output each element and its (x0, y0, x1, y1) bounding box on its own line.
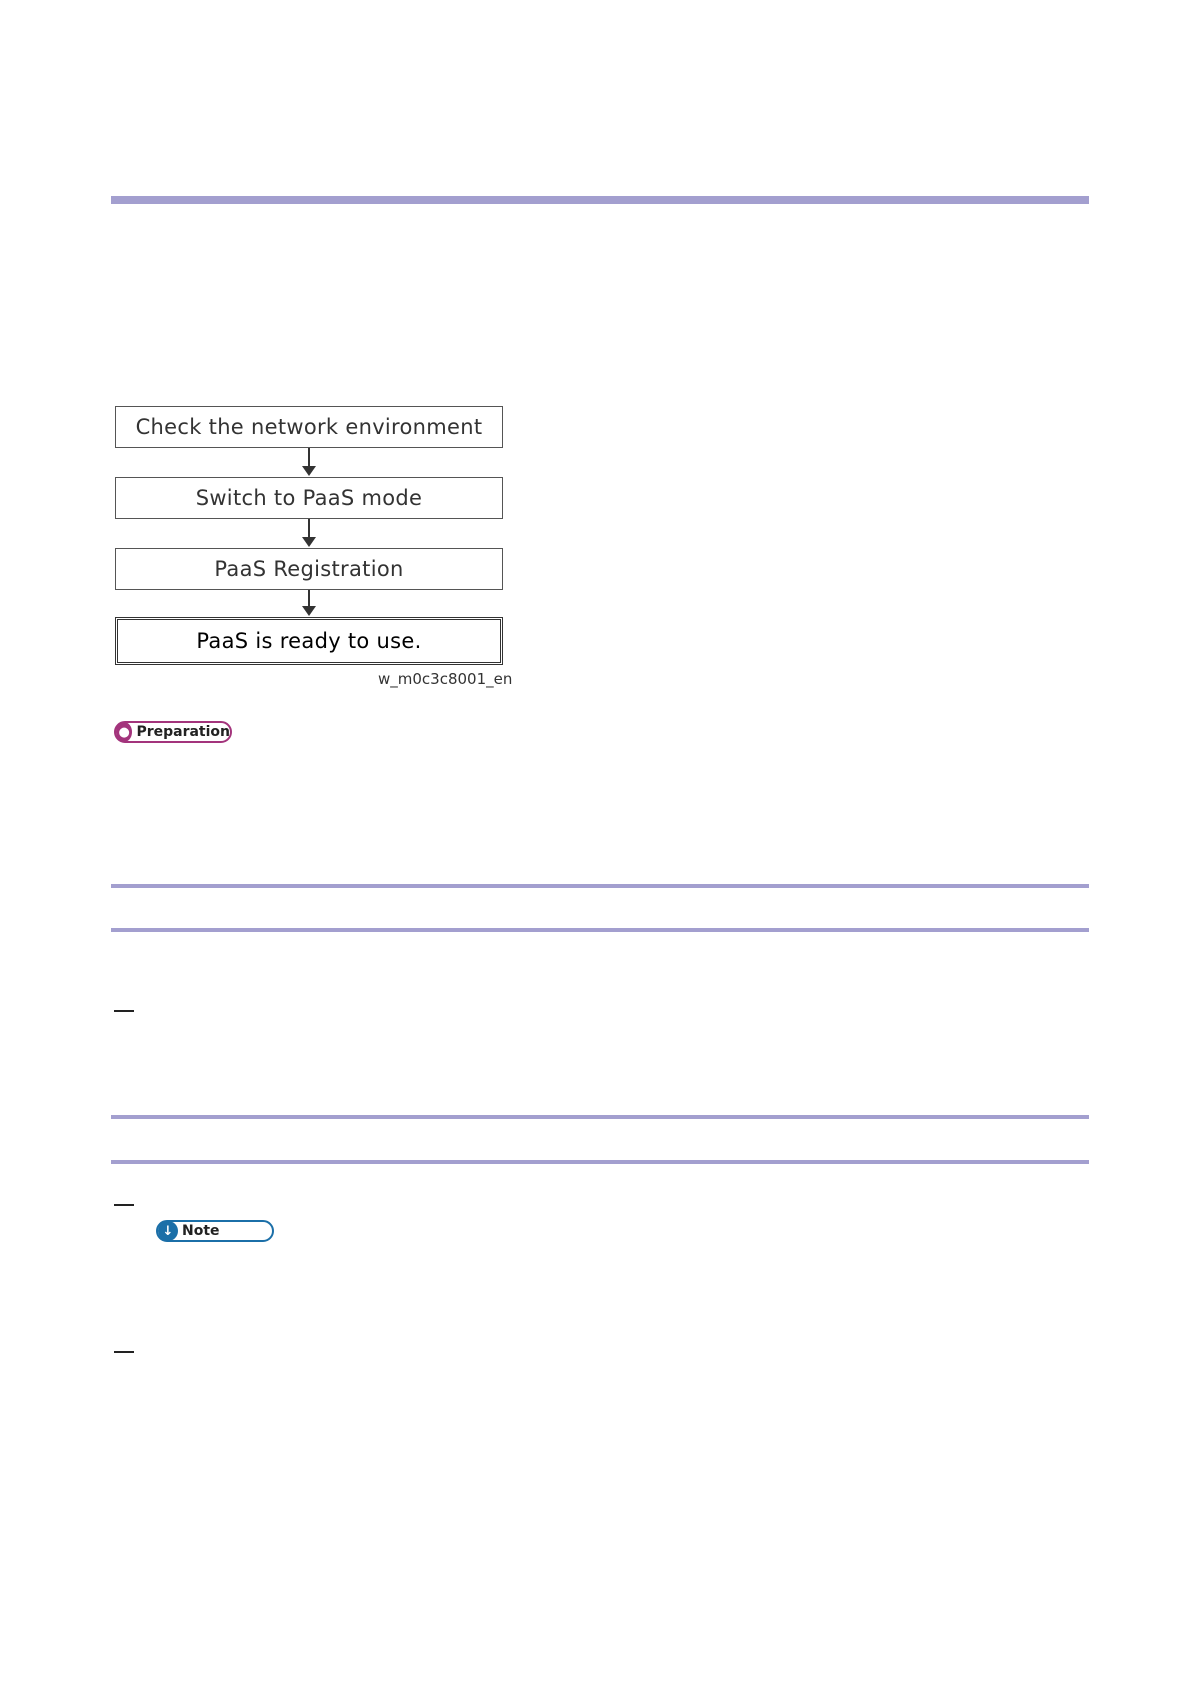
flow-arrow-1 (308, 448, 310, 474)
section-1-bottom-rule (111, 928, 1089, 932)
note-badge (156, 1220, 274, 1242)
section-2-bottom-rule (111, 1160, 1089, 1164)
lightbulb-icon: ● (116, 722, 132, 742)
preparation-badge (114, 721, 232, 743)
bullet-dash (114, 1204, 134, 1206)
section-1-top-rule (111, 884, 1089, 888)
flow-step-paas-ready: PaaS is ready to use. (115, 617, 503, 665)
flow-step-paas-registration: PaaS Registration (115, 548, 503, 590)
bullet-dash (114, 1351, 134, 1353)
bullet-dash (114, 1010, 134, 1012)
flow-step-check-network: Check the network environment (115, 406, 503, 448)
arrow-down-icon: ↓ (158, 1221, 178, 1241)
preparation-label: Preparation (136, 724, 230, 740)
flow-arrow-3 (308, 590, 310, 614)
header-rule (111, 196, 1089, 204)
flow-step-switch-paas: Switch to PaaS mode (115, 477, 503, 519)
note-label: Note (182, 1223, 220, 1239)
section-2-top-rule (111, 1115, 1089, 1119)
flow-arrow-2 (308, 519, 310, 545)
figure-id: w_m0c3c8001_en (378, 670, 513, 688)
